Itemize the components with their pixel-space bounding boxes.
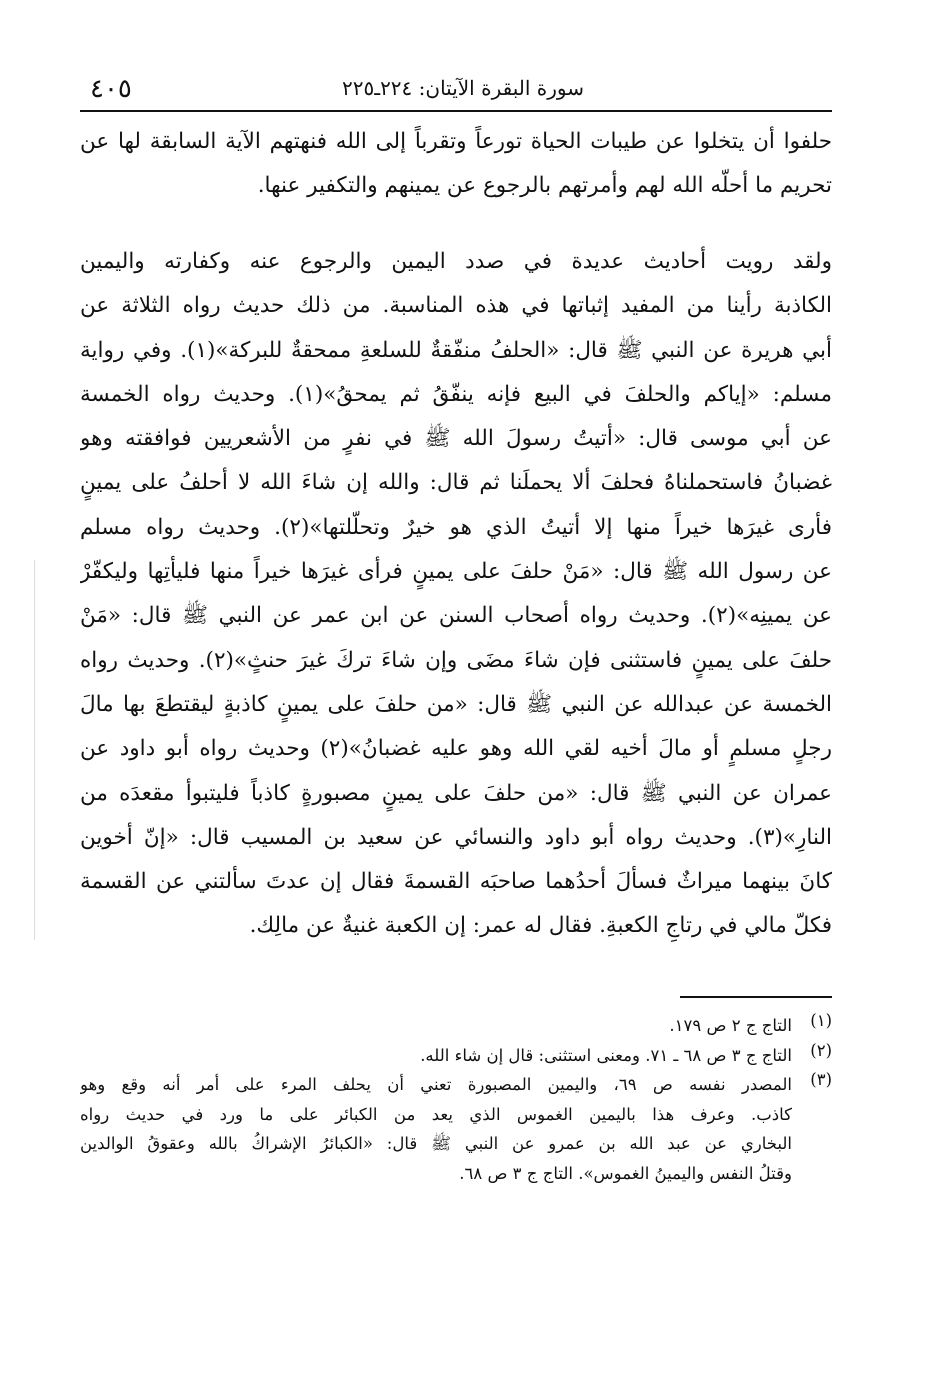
text-line: مسلم: «إياكم والحلفَ في البيع فإنه ينفّقُ ثم يمحقُ»(١). وحديث رواه الخمسة <box>80 381 832 407</box>
footnote-text: التاج ج ٣ ص ٦٨ ـ ٧١. ومعنى استثنى: قال إن شاء الله. <box>420 1045 792 1065</box>
footnote-text: المصدر نفسه ص ٦٩، واليمين المصبورة تعني أن يحلف المرء على أمر أنه وقع وهو <box>80 1075 792 1094</box>
text-line: عمران عن النبي ﷺ قال: «من حلفَ على يمينٍ مصبورةٍ كاذباً فليتبوأ مقعدَه من <box>80 780 832 806</box>
footnote-number: (٣) <box>810 1070 832 1089</box>
page-number: ٤٠٥ <box>90 74 132 104</box>
footnote-text: البخاري عن عبد الله بن عمرو عن النبي ﷺ قال: «الكبائرُ الإشراكُ بالله وعقوقُ الوالدين <box>80 1134 792 1153</box>
text-line: كانَ بينهما ميراثٌ فسألَ أحدُهما صاحبَه القسمةَ فقال إن عدتَ سألتني عن القسمة <box>80 869 832 895</box>
text-line: أبي هريرة عن النبي ﷺ قال: «الحلفُ منفّقةٌ للسلعةِ ممحقةٌ للبركة»(١). وفي رواية <box>80 337 832 363</box>
running-title: سورة البقرة الآيتان: ٢٢٤ـ٢٢٥ <box>341 76 584 100</box>
text-line: رجلٍ مسلمٍ أو مالَ أخيه لقي الله وهو عليه غضبانُ»(٢) وحديث رواه أبو داود عن <box>80 736 832 762</box>
footnote-separator <box>680 996 832 998</box>
text-line: حلفوا أن يتخلوا عن طيبات الحياة تورعاً وتقرباً إلى الله فنهتهم الآية السابقة لها عن <box>80 129 832 154</box>
page-header <box>80 66 832 112</box>
footnote-3 <box>80 1070 832 1188</box>
text-line: تحريم ما أحلّه الله لهم وأمرتهم بالرجوع عن يمينهم والتكفير عنها. <box>257 173 832 199</box>
scan-margin-line <box>34 560 35 940</box>
text-line: فكلّ مالي في رتاجِ الكعبةِ. فقال له عمر: إن الكعبة غنيةٌ عن مالِك. <box>249 913 832 939</box>
footnote-1 <box>80 1011 832 1041</box>
footnote-text: كاذب. وعرف هذا باليمين الغموس الذي يعد من الكبائر على ما ورد في حديث رواه <box>80 1104 792 1124</box>
paragraph-1 <box>80 120 832 209</box>
text-line: الخمسة عن عبدالله عن النبي ﷺ قال: «من حلفَ على يمينٍ كاذبةٍ ليقتطعَ بها مالَ <box>80 691 832 717</box>
text-line: حلفَ على يمينٍ فاستثنى فإن شاءَ مضَى وإن شاءَ تركَ غيرَ حنثٍ»(٢). وحديث رواه <box>80 647 832 673</box>
text-line: النارِ»(٣). وحديث رواه أبو داود والنسائي عن سعيد بن المسيب قال: «إنّ أخوين <box>80 824 832 850</box>
text-line: غضبانُ فاستحملناهُ فحلفَ ألا يحملَنا ثم قال: والله إن شاءَ الله لا أحلفُ على يمينٍ <box>80 470 832 496</box>
text-line: فأرى غيرَها خيراً منها إلا أتيتُ الذي هو خيرٌ وتحلّلتها»(٢). وحديث رواه مسلم <box>80 514 832 540</box>
footnote-number: (٢) <box>810 1040 832 1060</box>
footnote-text: التاج ج ٢ ص ١٧٩. <box>669 1016 792 1035</box>
text-line: ولقد رويت أحاديث عديدة في صدد اليمين والرجوع عنه وكفارته واليمين <box>80 249 832 274</box>
text-line: عن أبي موسى قال: «أتيتُ رسولَ الله ﷺ في نفرٍ من الأشعريين فوافقته وهو <box>80 426 832 452</box>
footnote-number: (١) <box>810 1011 832 1030</box>
footnotes <box>80 1011 832 1188</box>
header-rule <box>80 110 832 112</box>
text-line: الكاذبة رأينا من المفيد إثباتها في هذه المناسبة. من ذلك حديث رواه الثلاثة عن <box>80 293 832 319</box>
footnote-2 <box>80 1041 832 1071</box>
text-line: عن رسول الله ﷺ قال: «مَنْ حلفَ على يمينٍ فرأى غيرَها خيراً منها فليأتِها وليكفّرْ <box>80 559 832 585</box>
footnote-text: وقتلُ النفس واليمينُ الغموس». التاج ج ٣ ص ٦٨. <box>459 1163 792 1183</box>
paragraph-2 <box>80 240 832 949</box>
text-line: عن يمينِه»(٢). وحديث رواه أصحاب السنن عن ابن عمر عن النبي ﷺ قال: «مَنْ <box>80 603 832 629</box>
